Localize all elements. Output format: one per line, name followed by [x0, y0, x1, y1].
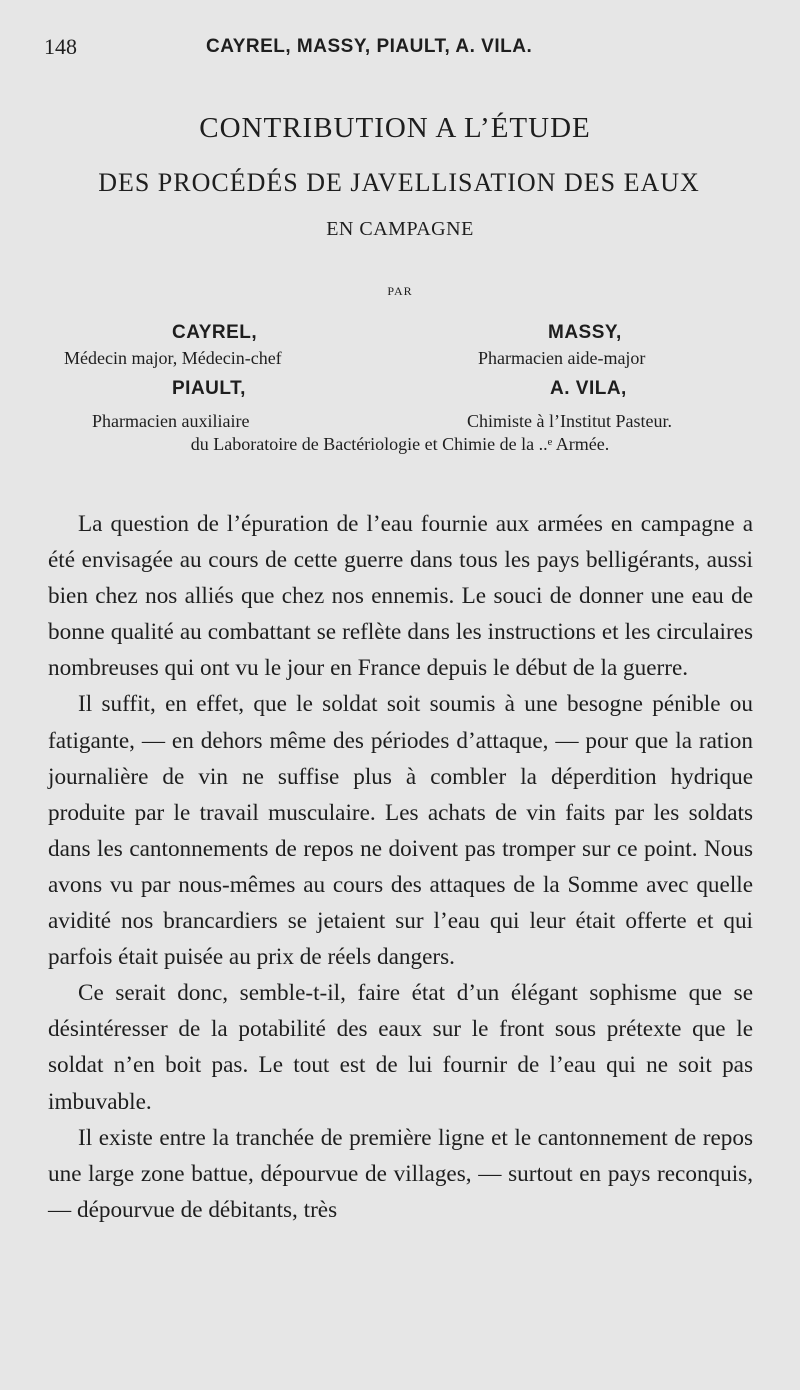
body-paragraph: Il suffit, en effet, que le soldat soit soumis à une besogne pénible ou fatigante, — en dehors même des périodes d’attaque, — pour que la ration journalière de vin ne suffise plus à combler la déperdition hydrique produite par le travail musculaire. Les achats de vin faits par les soldats dans les cantonnements de repos ne doivent pas tromper sur ce point. Nous avons vu par nous-mêmes au cours des attaques de la Somme avec quelle avidité nos brancardiers se jetaient sur l’eau qui leur était offerte et qui parfois était puisée au prix de réels dangers.: [48, 691, 753, 971]
article-body: [48, 506, 753, 1228]
article-title-line-1: CONTRIBUTION A L’ÉTUDE: [199, 112, 591, 144]
running-authors: CAYREL, MASSY, PIAULT, A. VILA.: [206, 36, 533, 57]
author-role-massy: Pharmacien aide-major: [478, 348, 646, 368]
running-head: [0, 34, 800, 64]
article-title-line-2: DES PROCÉDÉS DE JAVELLISATION DES EAUX: [98, 168, 700, 197]
author-role-cayrel: Médecin major, Médecin-chef: [64, 348, 282, 368]
byline-par: PAR: [387, 284, 413, 298]
author-role-piault: Pharmacien auxiliaire: [92, 411, 250, 431]
author-name-cayrel: CAYREL,: [172, 322, 258, 343]
body-paragraph: Ce serait donc, semble-t-il, faire état d’un élégant sophisme que se désintéresser de la potabilité des eaux sur le front sous prétexte que le soldat n’en boit pas. Le tout est de lui fournir de l’eau qui ne soit pas imbuvable.: [48, 980, 753, 1115]
body-paragraph: La question de l’épuration de l’eau fournie aux armées en campagne a été envisagée au cours de cette guerre dans tous les pays belligérants, aussi bien chez nos alliés que chez nos ennemis. Le souci de donner une eau de bonne qualité au combattant se reflète dans les instructions et les circulaires nombreuses qui ont vu le jour en France depuis le début de la guerre.: [48, 511, 753, 682]
page-number: 148: [44, 34, 77, 59]
body-paragraph: Il existe entre la tranchée de première ligne et le cantonnement de repos une large zone battue, dépourvue de villages, — surtout en pays reconquis, — dépourvue de débitants, très: [48, 1124, 753, 1223]
affiliation: du Laboratoire de Bactériologie et Chimie de la ..ᵉ Armée.: [190, 434, 610, 454]
author-role-vila: Chimiste à l’Institut Pasteur.: [467, 411, 672, 431]
author-name-vila: A. VILA,: [550, 378, 627, 399]
article-title-line-3: EN CAMPAGNE: [326, 218, 474, 240]
author-name-piault: PIAULT,: [172, 378, 246, 399]
author-name-massy: MASSY,: [548, 322, 622, 343]
